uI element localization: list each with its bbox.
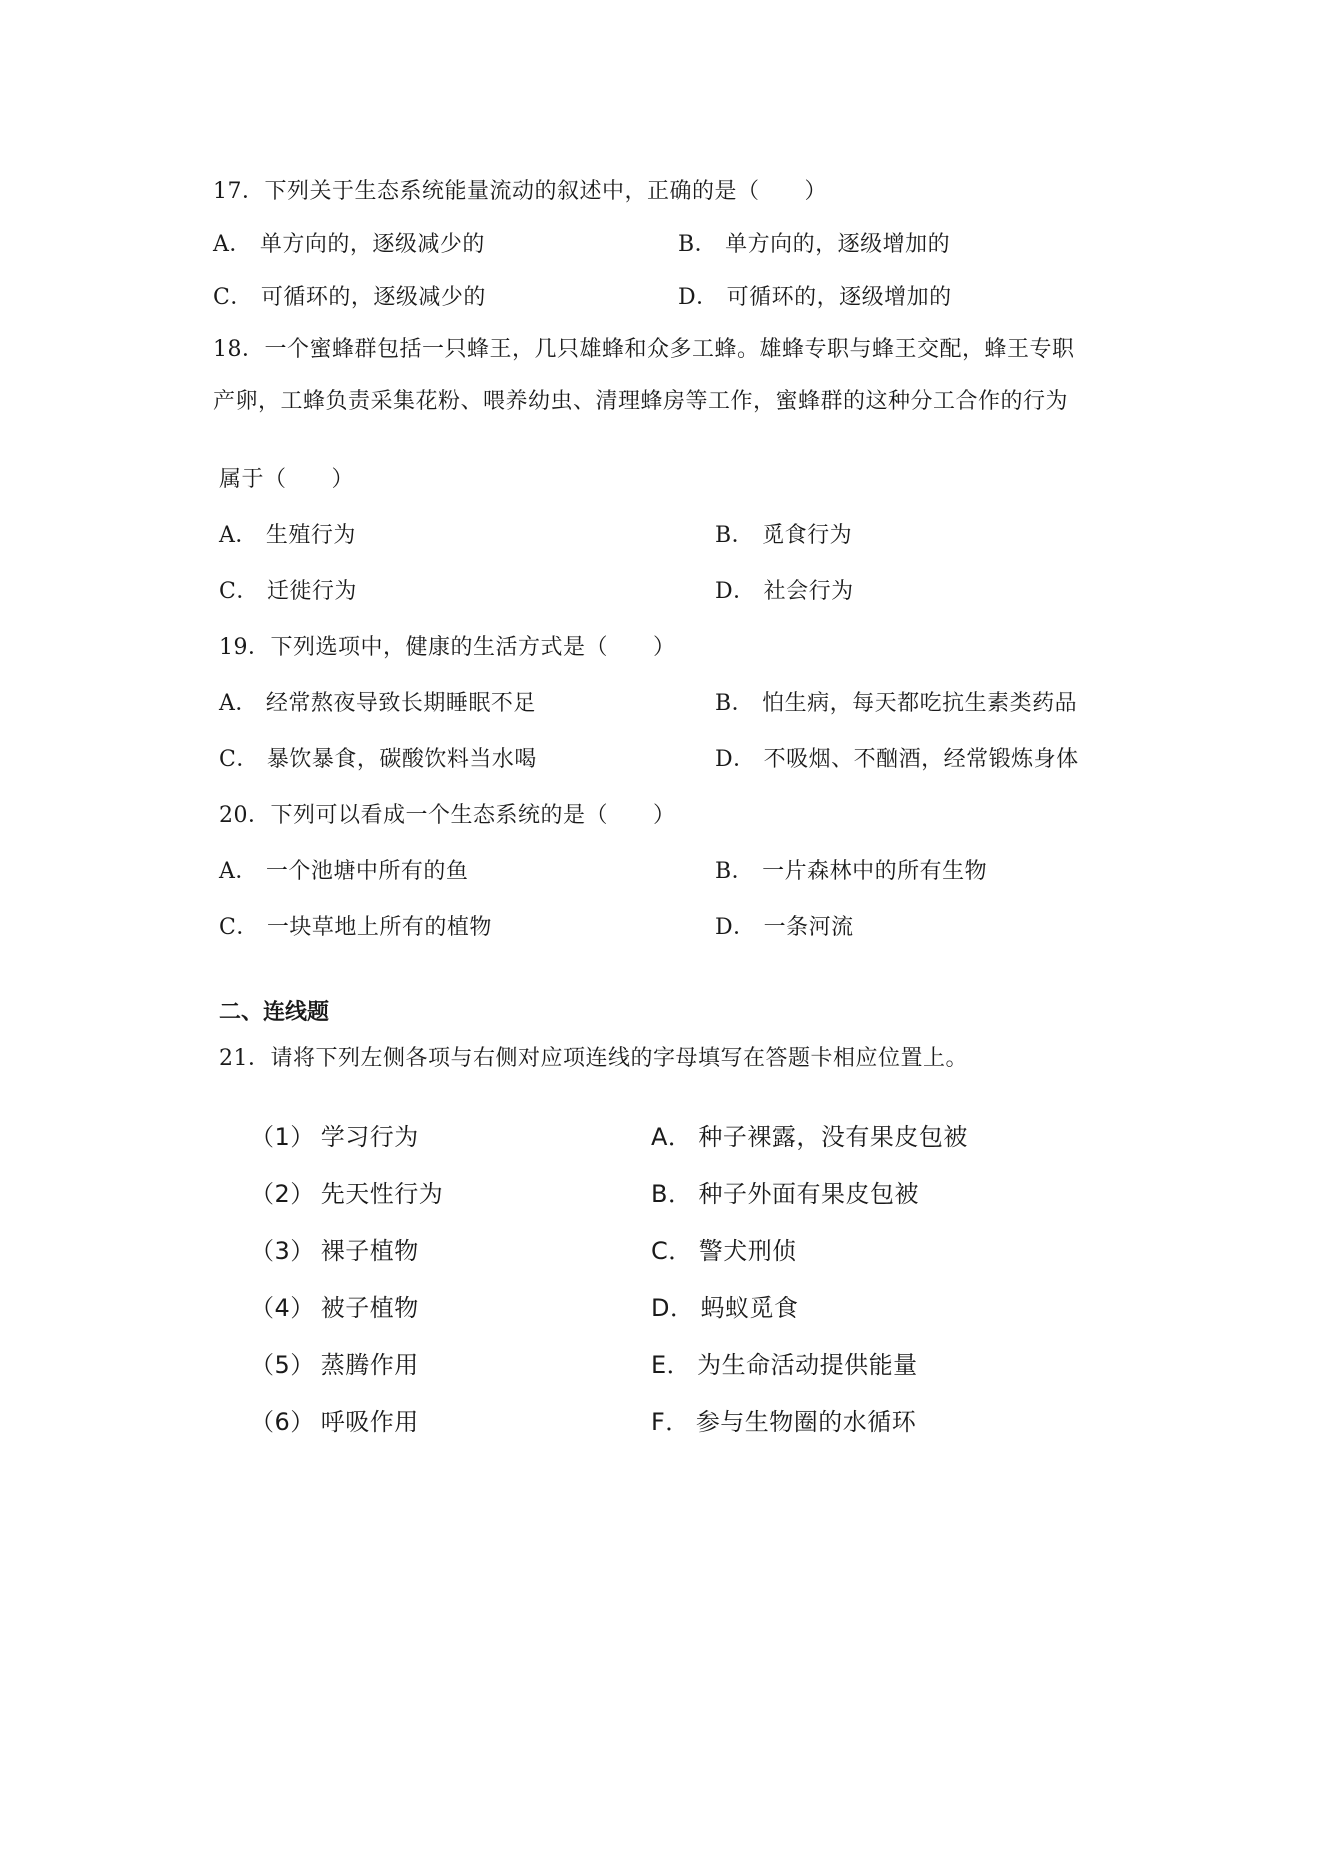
- match-left-item-2: [250, 1178, 443, 1210]
- question-text: 产卵，工蜂负责采集花粉、喂养幼虫、清理蜂房等工作，蜜蜂群的这种分工合作的行为: [213, 389, 1069, 414]
- option-text: 可循环的，逐级减少的: [260, 285, 486, 310]
- section-2-title: 二、连线题: [219, 1000, 330, 1025]
- item-mark: A．: [651, 1123, 693, 1151]
- q18-option-a: [219, 521, 356, 551]
- option-text: 生殖行为: [265, 523, 356, 548]
- option-letter: D．: [715, 579, 756, 604]
- item-mark: C．: [651, 1237, 693, 1265]
- q19-option-c: [219, 745, 537, 775]
- question-17-stem: [213, 177, 827, 207]
- q19-option-d: [715, 745, 1079, 775]
- match-right-item-f: [651, 1406, 916, 1438]
- question-text: 下列选项中，健康的生活方式是（ ）: [270, 635, 676, 660]
- option-letter: A．: [213, 232, 252, 257]
- match-right-item-a: [651, 1121, 968, 1153]
- item-mark: B．: [651, 1180, 693, 1208]
- q17-option-a: [213, 230, 485, 260]
- option-text: 经常熬夜导致长期睡眠不足: [265, 691, 536, 716]
- option-letter: C．: [219, 579, 259, 604]
- option-text: 一块草地上所有的植物: [266, 915, 492, 940]
- item-text: 警犬刑侦: [698, 1237, 797, 1265]
- item-text: 裸子植物: [320, 1237, 419, 1265]
- question-19-stem: [219, 633, 676, 663]
- match-right-item-e: [651, 1349, 918, 1381]
- option-letter: B．: [715, 523, 755, 548]
- q19-option-b: [715, 689, 1077, 719]
- item-mark: （5）: [250, 1351, 315, 1379]
- item-text: 蒸腾作用: [320, 1351, 419, 1379]
- option-letter: C．: [219, 915, 259, 940]
- option-letter: A．: [219, 523, 258, 548]
- match-left-item-6: [250, 1406, 419, 1438]
- option-text: 不吸烟、不酗酒，经常锻炼身体: [763, 747, 1079, 772]
- match-left-item-3: [250, 1235, 419, 1267]
- q20-option-d: [715, 913, 854, 943]
- option-text: 一个池塘中所有的鱼: [265, 859, 469, 884]
- item-text: 学习行为: [320, 1123, 419, 1151]
- option-letter: D．: [678, 285, 719, 310]
- item-text: 先天性行为: [320, 1180, 444, 1208]
- q17-option-d: [678, 283, 952, 313]
- question-21-stem: [219, 1044, 968, 1074]
- q19-option-a: [219, 689, 536, 719]
- match-left-item-1: [250, 1121, 419, 1153]
- question-18-stem-line-2: [213, 387, 1068, 417]
- match-left-item-5: [250, 1349, 419, 1381]
- option-letter: B．: [715, 691, 755, 716]
- option-letter: C．: [213, 285, 253, 310]
- question-18-stem-line-3: [219, 465, 354, 495]
- item-mark: （6）: [250, 1408, 315, 1436]
- question-text: 下列关于生态系统能量流动的叙述中，正确的是（ ）: [264, 179, 828, 204]
- item-text: 种子外面有果皮包被: [698, 1180, 919, 1208]
- q20-option-c: [219, 913, 492, 943]
- question-number: 19．: [219, 635, 271, 660]
- option-text: 暴饮暴食，碳酸饮料当水喝: [266, 747, 537, 772]
- option-text: 单方向的，逐级减少的: [259, 232, 485, 257]
- item-text: 呼吸作用: [320, 1408, 419, 1436]
- option-letter: D．: [715, 747, 756, 772]
- item-text: 蚂蚁觅食: [700, 1294, 799, 1322]
- item-text: 参与生物圈的水循环: [695, 1408, 917, 1436]
- option-letter: A．: [219, 859, 258, 884]
- q20-option-b: [715, 857, 987, 887]
- question-text: 一个蜜蜂群包括一只蜂王，几只雄蜂和众多工蜂。雄蜂专职与蜂王交配，蜂王专职: [264, 337, 1075, 362]
- match-right-item-d: [651, 1292, 798, 1324]
- item-mark: E．: [651, 1351, 692, 1379]
- question-number: 20．: [219, 803, 271, 828]
- q18-option-c: [219, 577, 357, 607]
- q20-option-a: [219, 857, 468, 887]
- option-text: 一条河流: [763, 915, 854, 940]
- option-letter: B．: [715, 859, 755, 884]
- item-mark: F．: [651, 1408, 690, 1436]
- question-18-stem-line-1: [213, 335, 1075, 365]
- item-text: 被子植物: [320, 1294, 419, 1322]
- q18-option-b: [715, 521, 852, 551]
- question-20-stem: [219, 801, 676, 831]
- question-number: 21．: [219, 1046, 271, 1071]
- item-mark: （1）: [250, 1123, 315, 1151]
- match-right-item-c: [651, 1235, 797, 1267]
- q17-option-c: [213, 283, 486, 313]
- option-letter: B．: [678, 232, 718, 257]
- option-letter: A．: [219, 691, 258, 716]
- match-right-item-b: [651, 1178, 919, 1210]
- option-text: 社会行为: [763, 579, 854, 604]
- option-letter: C．: [219, 747, 259, 772]
- q17-option-b: [678, 230, 950, 260]
- item-text: 为生命活动提供能量: [697, 1351, 918, 1379]
- item-text: 种子裸露，没有果皮包被: [698, 1123, 968, 1151]
- option-text: 单方向的，逐级增加的: [725, 232, 951, 257]
- item-mark: （2）: [250, 1180, 315, 1208]
- option-text: 觅食行为: [762, 523, 853, 548]
- question-text: 下列可以看成一个生态系统的是（ ）: [270, 803, 676, 828]
- question-text: 属于（ ）: [219, 467, 355, 492]
- item-mark: D．: [651, 1294, 695, 1322]
- item-mark: （3）: [250, 1237, 315, 1265]
- match-left-item-4: [250, 1292, 419, 1324]
- question-text: 请将下列左侧各项与右侧对应项连线的字母填写在答题卡相应位置上。: [270, 1046, 969, 1071]
- option-text: 怕生病，每天都吃抗生素类药品: [762, 691, 1078, 716]
- item-mark: （4）: [250, 1294, 315, 1322]
- option-letter: D．: [715, 915, 756, 940]
- option-text: 迁徙行为: [266, 579, 357, 604]
- question-number: 18．: [213, 337, 265, 362]
- question-number: 17．: [213, 179, 265, 204]
- option-text: 可循环的，逐级增加的: [726, 285, 952, 310]
- option-text: 一片森林中的所有生物: [762, 859, 988, 884]
- q18-option-d: [715, 577, 854, 607]
